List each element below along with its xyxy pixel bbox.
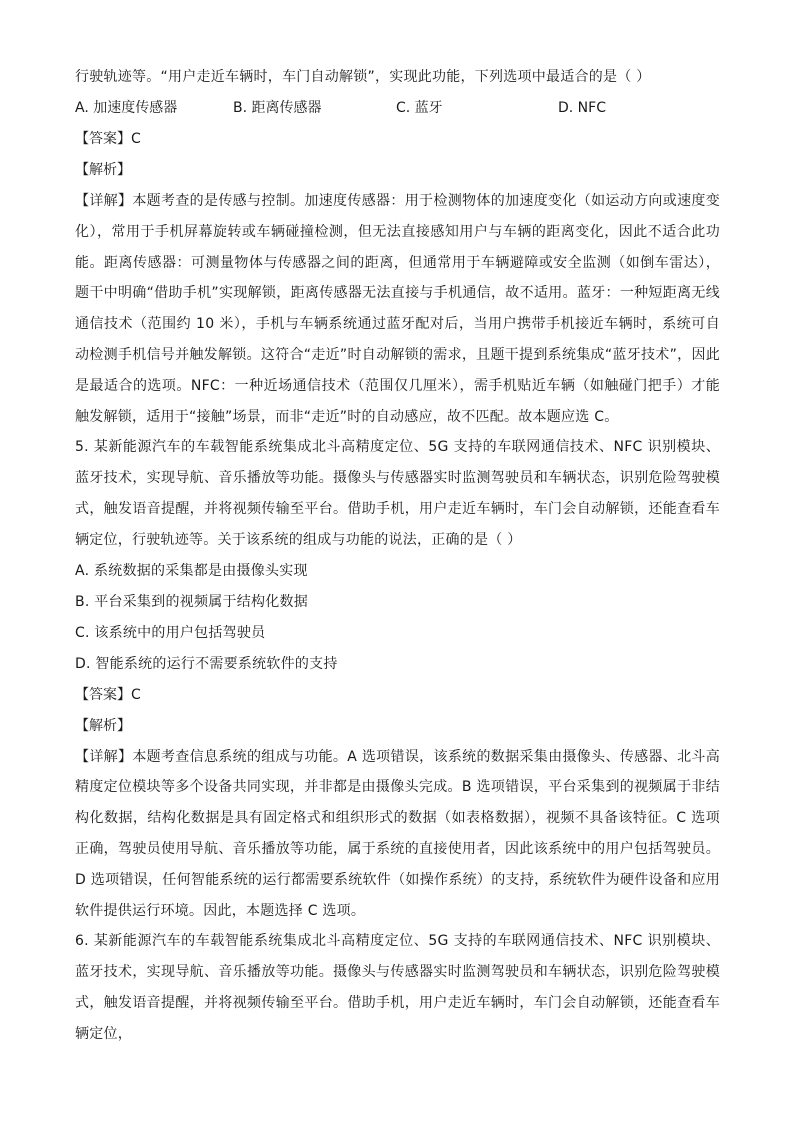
q5-stem: 5. 某新能源汽车的车载智能系统集成北斗高精度定位、5G 支持的车联网通信技术、NFC 识别模块、蓝牙技术，实现导航、音乐播放等功能。摄像头与传感器实时监测驾驶员和车辆状态，识别危险驾驶模式，触发语音提醒，并将视频传输至平台。借助手机，用户走近车辆时，车门会自动解锁，还能查看车辆定位，行驶轨迹等。关于该系统的组成与功能的说法，正确的是（ ） <box>75 439 720 548</box>
q4-answer: 【答案】C <box>75 131 141 147</box>
q5-option-b: B. 平台采集到的视频属于结构化数据 <box>75 593 309 610</box>
q5-option-d: D. 智能系统的运行不需要系统软件的支持 <box>75 655 338 672</box>
q4-option-a: A. 加速度传感器 <box>75 100 178 116</box>
q6-stem: 6. 某新能源汽车的车载智能系统集成北斗高精度定位、5G 支持的车联网通信技术、NFC 识别模块、蓝牙技术，实现导航、音乐播放等功能。摄像头与传感器实时监测驾驶员和车辆状态，识别危险驾驶模式，触发语音提醒，并将视频传输至平台。借助手机，用户走近车辆时，车门会自动解锁，还能查看车辆定位， <box>75 933 720 1042</box>
q4-option-c: C. 蓝牙 <box>396 100 443 116</box>
q4-options <box>75 93 720 124</box>
document-page <box>75 62 720 1050</box>
q4-detail: 【详解】本题考查的是传感与控制。加速度传感器：用于检测物体的加速度变化（如运动方向或速度变化），常用于手机屏幕旋转或车辆碰撞检测，但无法直接感知用户与车辆的距离变化，因此不适合此功能。距离传感器：可测量物体与传感器之间的距离，但通常用于车辆避障或安全监测（如倒车雷达），题干中明确“借助手机”实现解锁，距离传感器无法直接与手机通信，故不适用。蓝牙：一种短距离无线通信技术（范围约 10 米），手机与车辆系统通过蓝牙配对后，当用户携带手机接近车辆时，系统可自动检测手机信号并触发解锁。这符合“走近”时自动解锁的需求，且题干提到系统集成“蓝牙技术”，因此是最适合的选项。NFC：一种近场通信技术（范围仅几厘米），需手机贴近车辆（如触碰门把手）才能触发解锁，适用于“接触”场景，而非“走近”时的自动感应，故不匹配。故本题应选 C。 <box>75 193 720 425</box>
q5-answer: 【答案】C <box>75 686 141 703</box>
q5-detail: 【详解】本题考查信息系统的组成与功能。A 选项错误，该系统的数据采集由摄像头、传感器、北斗高精度定位模块等多个设备共同实现，并非都是由摄像头完成。B 选项错误，平台采集到的视频属于非结构化数据，结构化数据是具有固定格式和组织形式的数据（如表格数据），视频不具备该特征。C 选项正确，驾驶员使用导航、音乐播放等功能，属于系统的直接使用者，因此该系统中的用户包括驾驶员。D 选项错误，任何智能系统的运行都需要系统软件（如操作系统）的支持，系统软件为硬件设备和应用软件提供运行环境。因此，本题选择 C 选项。 <box>75 748 720 919</box>
q4-option-b: B. 距离传感器 <box>233 100 322 116</box>
q5-analysis-label: 【解析】 <box>75 717 131 734</box>
q5-option-c: C. 该系统中的用户包括驾驶员 <box>75 624 266 641</box>
q4-option-d: D. NFC <box>558 100 606 116</box>
q5-option-a: A. 系统数据的采集都是由摄像头实现 <box>75 562 308 579</box>
q4-analysis-label: 【解析】 <box>75 162 131 178</box>
q4-stem-tail: 行驶轨迹等。“用户走近车辆时，车门自动解锁”，实现此功能，下列选项中最适合的是（ ） <box>75 69 651 85</box>
